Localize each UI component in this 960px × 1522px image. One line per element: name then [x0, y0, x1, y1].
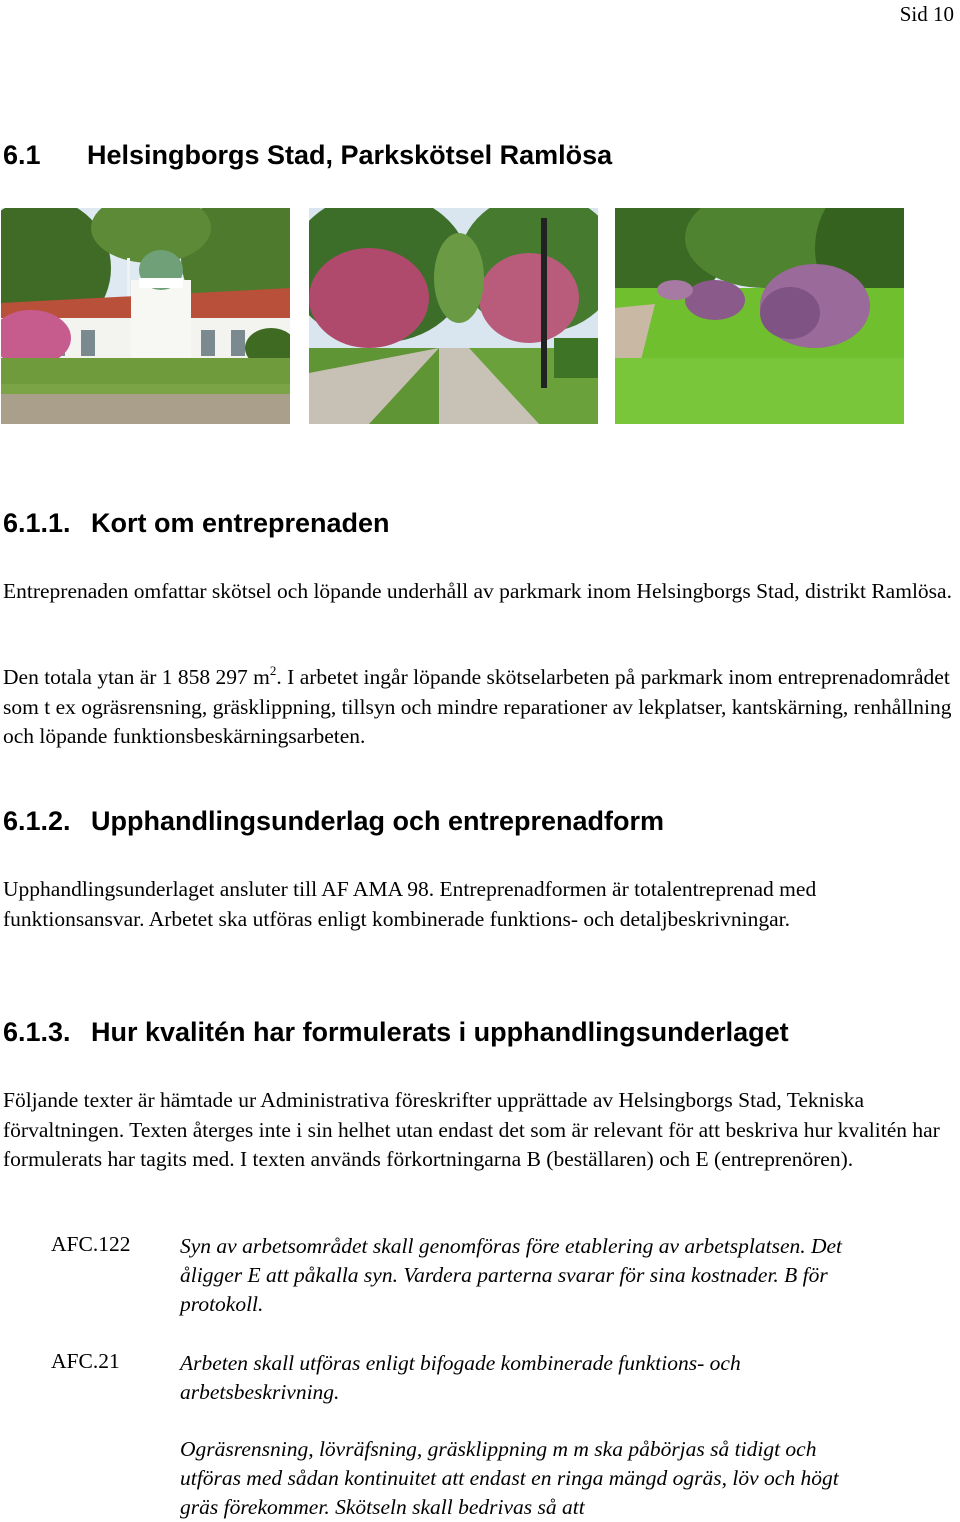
superscript: 2 — [269, 663, 277, 678]
clause-text: Ogräsrensning, lövräfsning, gräsklippning m m ska påbörjas så tidigt och utföras med sådan kontinuitet att endast en ringa mängd ogräs, löv och högt gräs förekommer. Skötseln skall bedrivas så att — [180, 1437, 839, 1519]
photo-row — [0, 208, 960, 424]
section-heading-6-1-2 — [3, 806, 664, 837]
heading-number: 6.1.2. — [3, 806, 71, 836]
text-segment: . I arbetet ingår löpande skötselarbeten på parkmark inom entreprenadområdet som t ex ogräsrensning, gräsklippning, tillsyn och mindre reparationer av lekplatser, kantskärning, renhållning och löpande funktionsbeskärningsarbeten. — [3, 665, 952, 748]
paragraph-quality: Följande texter är hämtade ur Administrativa föreskrifter upprättade av Helsingborgs Stad, Tekniska förvaltningen. Texten återges inte i sin helhet utan endast det som är relevant för att beskriva hur kvalitén har formulerats har tagits med. I texten används förkortningarna B (beställaren) och E (entreprenören). — [3, 1088, 940, 1171]
paragraph-procurement: Upphandlingsunderlaget ansluter till AF AMA 98. Entreprenadformen är totalentreprenad med funktionsansvar. Arbetet ska utföras enligt kombinerade funktions- och detaljbeskrivningar. — [3, 877, 817, 931]
photo-avenue — [309, 208, 598, 424]
section-heading-6-1-3 — [3, 1017, 789, 1048]
heading-number: 6.1.3. — [3, 1017, 71, 1047]
heading-title: Helsingborgs Stad, Parkskötsel Ramlösa — [87, 140, 613, 170]
paragraph-area — [3, 663, 953, 752]
clause-code: AFC.122 — [51, 1232, 131, 1256]
section-heading-6-1 — [3, 140, 612, 171]
text-segment: Den totala ytan är 1 858 297 m — [3, 665, 270, 689]
heading-title: Kort om entreprenaden — [91, 508, 390, 538]
heading-title: Hur kvalitén har formulerats i upphandlingsunderlaget — [91, 1017, 789, 1047]
photo-lawn — [615, 208, 904, 424]
heading-number: 6.1 — [3, 140, 41, 170]
clause-code: AFC.21 — [51, 1349, 120, 1373]
section-heading-6-1-1 — [3, 508, 390, 539]
clause-text: Arbeten skall utföras enligt bifogade kombinerade funktions- och arbetsbeskrivning. — [180, 1351, 741, 1404]
page-number: Sid 10 — [899, 2, 954, 26]
photo-pavilion — [1, 208, 290, 424]
heading-number: 6.1.1. — [3, 508, 71, 538]
heading-title: Upphandlingsunderlag och entreprenadform — [91, 806, 665, 836]
clause-text: Syn av arbetsområdet skall genomföras före etablering av arbetsplatsen. Det åligger E att påkalla syn. Vardera parterna svarar för sina kostnader. B för protokoll. — [180, 1234, 843, 1316]
paragraph-scope: Entreprenaden omfattar skötsel och löpande underhåll av parkmark inom Helsingborgs Stad, distrikt Ramlösa. — [3, 579, 952, 603]
